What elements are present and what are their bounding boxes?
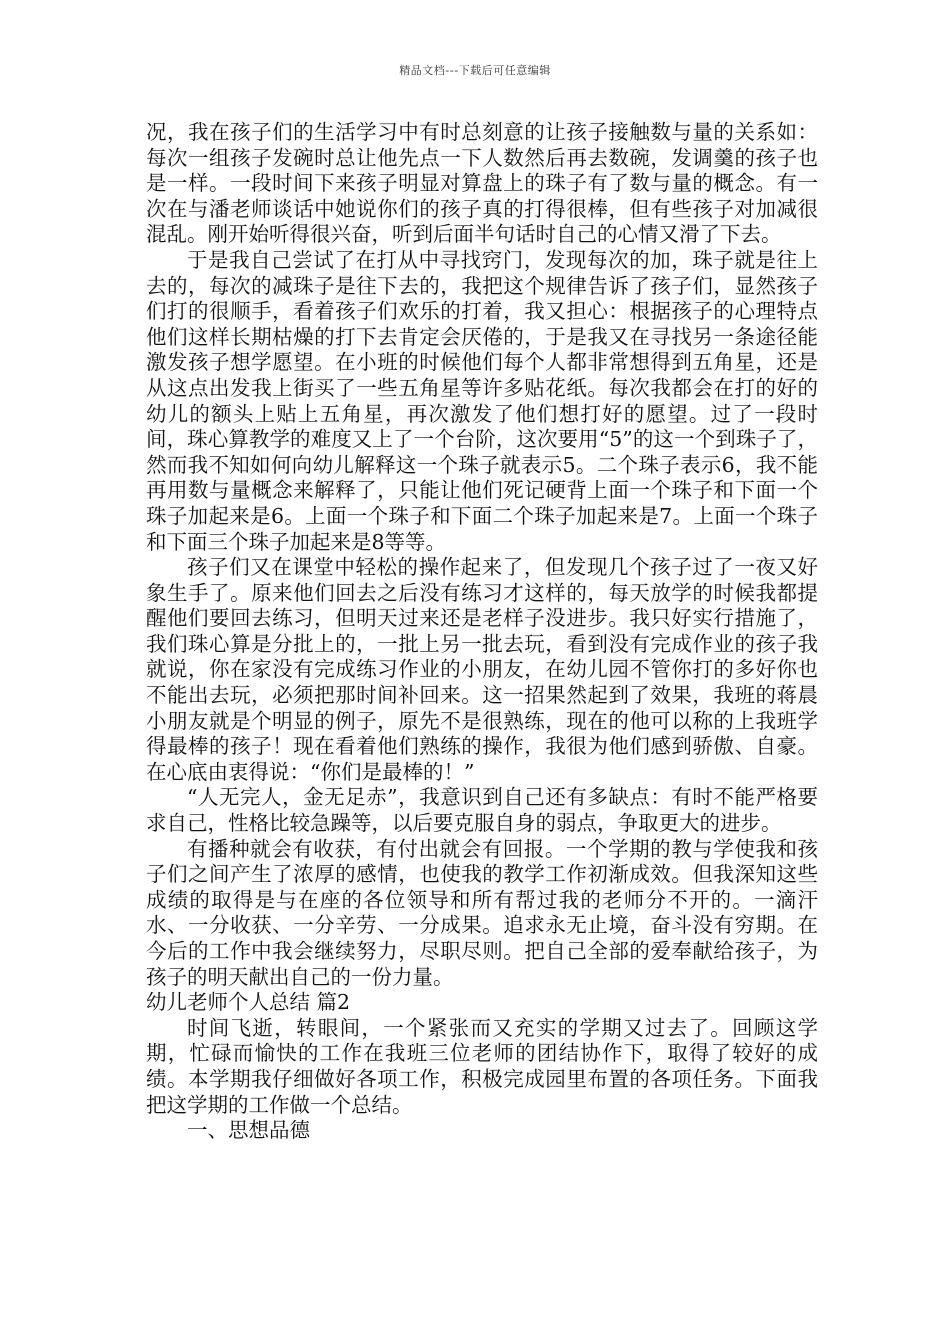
page-header: 精品文档---下载后可任意编辑 <box>399 64 551 77</box>
section-title: 幼儿老师个人总结 篇2 <box>146 990 351 1015</box>
paragraph-abacus-method: 于是我自己尝试了在打从中寻找窍门，发现每次的加，珠子就是往上去的，每次的减珠子是往下去的，我把这个规律告诉了孩子们，显然孩子们打的很顺手，看着孩子们欢乐的打着，我又担心：根据孩子的心理特点他们这样长期枯燥的打下去肯定会厌倦的，于是我又在寻找另一条途径能激发孩子想学愿望。在小班的时候他们每个人都非常想得到五角星，还是从这点出发我上街买了一些五角星等许多贴花纸。每次我都会在打的好的幼儿的额头上贴上五角星，再次激发了他们想打好的愿望。过了一段时间，珠心算教学的难度又上了一个台阶，这次要用“5”的这一个到珠子了，然而我不知如何向幼儿解释这一个珠子就表示5。二个珠子表示6，我不能再用数与量概念来解释了，只能让他们死记硬背上面一个珠子和下面一个珠子加起来是6。上面一个珠子和下面二个珠子加起来是7。上面一个珠子和下面三个珠子加起来是8等等。 <box>146 247 818 554</box>
paragraph-continuation: 况，我在孩子们的生活学习中有时总刻意的让孩子接触数与量的关系如：每次一组孩子发碗时总让他先点一下人数然后再去数碗，发调羹的孩子也是一样。一段时间下来孩子明显对算盘上的珠子有了数与量的概念。有一次在与潘老师谈话中她说你们的孩子真的打得很棒，但有些孩子对加减很混乱。刚开始听得很兴奋，听到后面半句话时自己的心情又滑了下去。 <box>146 120 818 247</box>
paragraph-conclusion: 有播种就会有收获，有付出就会有回报。一个学期的教与学使我和孩子们之间产生了浓厚的感情，也使我的教学工作初渐成效。但我深知这些成绩的取得是与在座的各位领导和所有帮过我的老师分不开的。一滴汗水、一分收获、一分辛劳、一分成果。追求永无止境，奋斗没有穷期。在今后的工作中我会继续努力，尽职尽则。把自己全部的爱奉献给孩子，为孩子的明天献出自己的一份力量。 <box>146 836 818 989</box>
paragraph-practice: 孩子们又在课堂中轻松的操作起来了，但发现几个孩子过了一夜又好象生手了。原来他们回去之后没有练习才这样的，每天放学的时候我都提醒他们要回去练习，但明天过来还是老样子没进步。我只好实行措施了，我们珠心算是分批上的，一批上另一批去玩，看到没有完成作业的孩子我就说，你在家没有完成练习作业的小朋友，在幼儿园不管你打的多好你也不能出去玩，必须把那时间补回来。这一招果然起到了效果，我班的蒋晨小朋友就是个明显的例子，原先不是很熟练，现在的他可以称的上我班学得最棒的孩子！现在看着他们熟练的操作，我很为他们感到骄傲、自豪。在心底由衷得说：“你们是最棒的！” <box>146 555 818 784</box>
subsection-heading: 一、思想品德 <box>187 1118 310 1143</box>
paragraph-intro: 时间飞逝，转眼间，一个紧张而又充实的学期又过去了。回顾这学期，忙碌而愉快的工作在我班三位老师的团结协作下，取得了较好的成绩。本学期我仔细做好各项工作，积极完成园里布置的各项任务。下面我把这学期的工作做一个总结。 <box>146 1015 818 1117</box>
paragraph-self-reflection: “人无完人，金无足赤”，我意识到自己还有多缺点：有时不能严格要求自己，性格比较急躁等，以后要克服自身的弱点，争取更大的进步。 <box>146 785 818 836</box>
document-body <box>146 120 818 1144</box>
